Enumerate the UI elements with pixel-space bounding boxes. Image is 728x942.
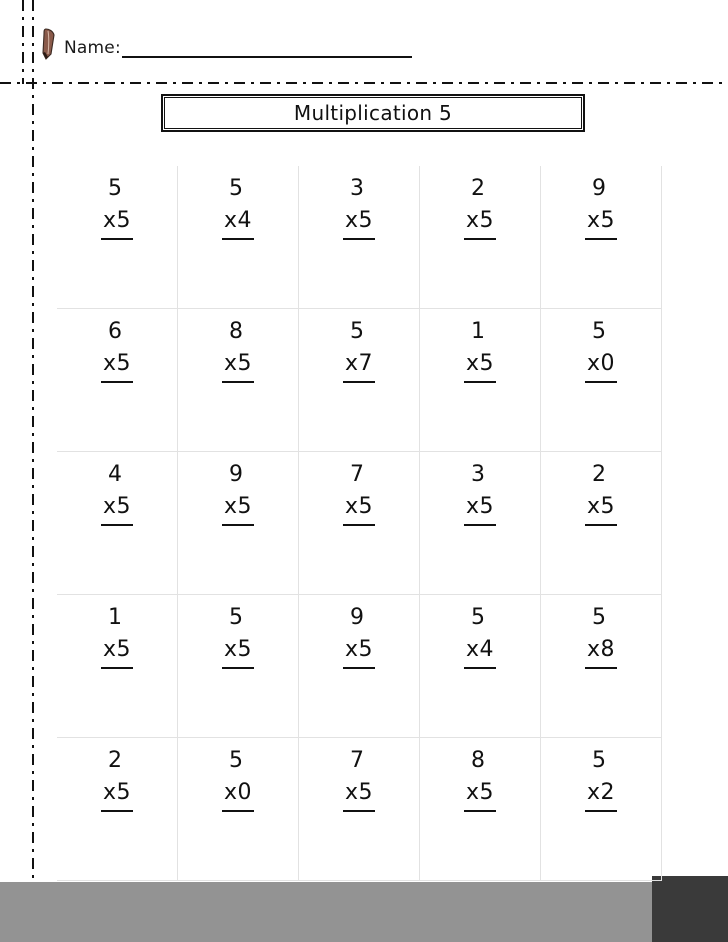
problem-multiplier: x5 (464, 492, 496, 526)
problem-multiplicand: 5 (592, 605, 606, 630)
scan-edge-corner (652, 876, 728, 942)
problem (178, 746, 298, 812)
problem-cell[interactable] (57, 452, 178, 595)
problem (57, 174, 177, 240)
cut-line-horizontal (0, 82, 728, 84)
problem-multiplicand: 4 (108, 462, 122, 487)
problem (57, 317, 177, 383)
problem-multiplier: x8 (585, 635, 617, 669)
problem-multiplier: x7 (343, 349, 375, 383)
problem-multiplicand: 5 (350, 319, 364, 344)
problem-cell[interactable] (299, 166, 420, 309)
problem-cell[interactable] (420, 452, 541, 595)
name-label: Name: (64, 38, 121, 58)
problem-multiplicand: 1 (108, 605, 122, 630)
problem-cell[interactable] (541, 452, 662, 595)
problem (541, 317, 661, 383)
problem-multiplier: x4 (464, 635, 496, 669)
problem-multiplier: x5 (101, 349, 133, 383)
problem-multiplier: x4 (222, 206, 254, 240)
cut-line-vertical (32, 0, 34, 884)
problem-cell[interactable] (299, 738, 420, 881)
problem (178, 174, 298, 240)
problem (420, 603, 540, 669)
problem-multiplier: x5 (343, 778, 375, 812)
problem-cell[interactable] (57, 166, 178, 309)
problem-multiplicand: 5 (592, 319, 606, 344)
problem-multiplier: x5 (101, 492, 133, 526)
problem-multiplier: x5 (343, 492, 375, 526)
problem-multiplicand: 7 (350, 462, 364, 487)
problem-multiplicand: 5 (108, 176, 122, 201)
problem-multiplicand: 8 (229, 319, 243, 344)
problem-cell[interactable] (178, 452, 299, 595)
problem-cell[interactable] (178, 738, 299, 881)
problem-multiplicand: 5 (229, 748, 243, 773)
problem-cell[interactable] (299, 309, 420, 452)
problem (541, 174, 661, 240)
problem-multiplicand: 9 (592, 176, 606, 201)
problem (541, 460, 661, 526)
problem-cell[interactable] (57, 738, 178, 881)
problem-multiplicand: 9 (229, 462, 243, 487)
problem-multiplicand: 8 (471, 748, 485, 773)
problem-multiplier: x0 (222, 778, 254, 812)
problem-multiplier: x5 (343, 206, 375, 240)
problem (57, 603, 177, 669)
problem-multiplicand: 2 (592, 462, 606, 487)
problem-multiplicand: 5 (592, 748, 606, 773)
problem-cell[interactable] (178, 166, 299, 309)
problem (57, 746, 177, 812)
problem-multiplicand: 3 (471, 462, 485, 487)
problem-multiplier: x5 (585, 492, 617, 526)
problem-multiplier: x2 (585, 778, 617, 812)
problem (299, 603, 419, 669)
problem (420, 460, 540, 526)
problem-multiplicand: 7 (350, 748, 364, 773)
problem-multiplier: x5 (464, 349, 496, 383)
problem-multiplier: x5 (464, 778, 496, 812)
problems-grid (57, 166, 662, 881)
problem-multiplier: x5 (101, 635, 133, 669)
page-title: Multiplication 5 (293, 101, 453, 125)
problem (420, 746, 540, 812)
problem (178, 603, 298, 669)
problem-cell[interactable] (420, 166, 541, 309)
problem-multiplicand: 5 (229, 176, 243, 201)
name-row (42, 38, 412, 58)
problem-cell[interactable] (420, 595, 541, 738)
problem (178, 460, 298, 526)
problem-multiplicand: 2 (471, 176, 485, 201)
problem-multiplier: x5 (101, 206, 133, 240)
problem-cell[interactable] (541, 309, 662, 452)
problem-multiplier: x5 (585, 206, 617, 240)
problem (299, 174, 419, 240)
problem-multiplicand: 3 (350, 176, 364, 201)
problem-cell[interactable] (541, 738, 662, 881)
problem (420, 174, 540, 240)
problem (541, 603, 661, 669)
problem-cell[interactable] (57, 309, 178, 452)
problem-cell[interactable] (57, 595, 178, 738)
problem-multiplier: x5 (101, 778, 133, 812)
problem-multiplicand: 9 (350, 605, 364, 630)
problem-multiplicand: 6 (108, 319, 122, 344)
problem-cell[interactable] (420, 738, 541, 881)
problem-multiplier: x0 (585, 349, 617, 383)
problem-multiplicand: 2 (108, 748, 122, 773)
problem-cell[interactable] (178, 309, 299, 452)
problem-multiplier: x5 (464, 206, 496, 240)
problem (299, 460, 419, 526)
scan-edge-bottom (0, 882, 728, 942)
problem-multiplicand: 1 (471, 319, 485, 344)
problem-multiplicand: 5 (229, 605, 243, 630)
name-input-blank[interactable] (122, 40, 412, 58)
problem-multiplier: x5 (222, 349, 254, 383)
worksheet-title-box (161, 94, 585, 132)
problem-cell[interactable] (178, 595, 299, 738)
problem (299, 317, 419, 383)
problem-multiplier: x5 (222, 492, 254, 526)
problem (541, 746, 661, 812)
problem (420, 317, 540, 383)
problem-cell[interactable] (299, 452, 420, 595)
problem-cell[interactable] (420, 309, 541, 452)
problem-multiplier: x5 (343, 635, 375, 669)
problem-multiplicand: 5 (471, 605, 485, 630)
problem-multiplier: x5 (222, 635, 254, 669)
problem-cell[interactable] (541, 595, 662, 738)
problem (299, 746, 419, 812)
problem (57, 460, 177, 526)
cut-line-vertical-secondary (22, 0, 24, 84)
problem (178, 317, 298, 383)
problem-cell[interactable] (299, 595, 420, 738)
problem-cell[interactable] (541, 166, 662, 309)
